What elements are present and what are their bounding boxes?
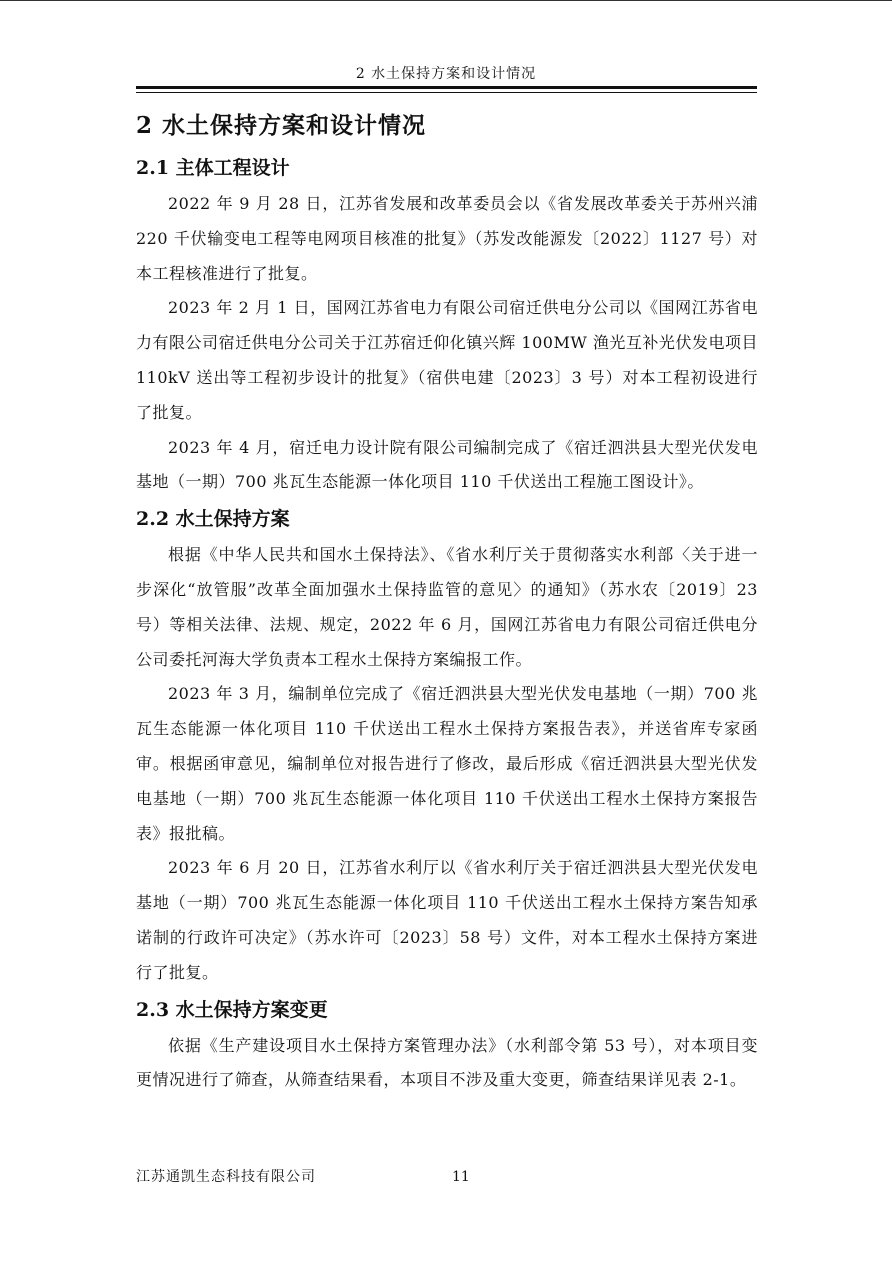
chapter-title: 2 水土保持方案和设计情况 bbox=[136, 112, 427, 139]
paragraph: 依据《生产建设项目水土保持方案管理办法》（水利部令第 53 号），对本项目变更情况进行了筛查，从筛查结果看，本项目不涉及重大变更，筛查结果详见表 2-1。 bbox=[136, 1035, 758, 1090]
page-content bbox=[136, 106, 758, 1098]
paragraph: 2023 年 6 月 20 日，江苏省水利厅以《省水利厅关于宿迁泗洪县大型光伏发电基地（一期）700 兆瓦生态能源一体化项目 110 千伏送出工程水土保持方案告知承诺制的行政许可决定》（苏水许可〔2023〕58 号）文件，对本工程水土保持方案进行了批复。 bbox=[136, 858, 758, 982]
paragraph: 2023 年 3 月，编制单位完成了《宿迁泗洪县大型光伏发电基地（一期）700 兆瓦生态能源一体化项目 110 千伏送出工程水土保持方案报告表》，并送省库专家函审。根据函审意见，编制单位对报告进行了修改，最后形成《宿迁泗洪县大型光伏发电基地（一期）700 兆瓦生态能源一体化项目 110 千伏送出工程水土保持方案报告表》报批稿。 bbox=[136, 684, 758, 843]
section-heading-2-2: 2.2 水土保持方案 bbox=[136, 508, 290, 531]
footer-company: 江苏通凯生态科技有限公司 bbox=[136, 1169, 316, 1185]
paragraph: 2023 年 2 月 1 日，国网江苏省电力有限公司宿迁供电分公司以《国网江苏省电力有限公司宿迁供电分公司关于江苏宿迁仰化镇兴辉 100MW 渔光互补光伏发电项目 110kV 送出等工程初步设计的批复》（宿供电建〔2023〕3 号）对本工程初设进行了批复。 bbox=[136, 298, 758, 422]
page-top-border bbox=[0, 0, 892, 1]
paragraph: 2022 年 9 月 28 日，江苏省发展和改革委员会以《省发展改革委关于苏州兴浦 220 千伏输变电工程等电网项目核准的批复》（苏发改能源发〔2022〕1127 号）对本工程核准进行了批复。 bbox=[136, 194, 758, 283]
section-heading-2-3: 2.3 水土保持方案变更 bbox=[136, 998, 328, 1021]
running-header: 2 水土保持方案和设计情况 bbox=[355, 66, 537, 82]
header-rule-thick bbox=[136, 86, 757, 89]
paragraph: 2023 年 4 月，宿迁电力设计院有限公司编制完成了《宿迁泗洪县大型光伏发电基地（一期）700 兆瓦生态能源一体化项目 110 千伏送出工程施工图设计》。 bbox=[136, 437, 758, 492]
page-footer bbox=[136, 1166, 756, 1188]
paragraph: 根据《中华人民共和国水土保持法》、《省水利厅关于贯彻落实水利部〈关于进一步深化“放管服”改革全面加强水土保持监管的意见〉的通知》（苏水农〔2019〕23 号）等相关法律、法规、规定，2022 年 6 月，国网江苏省电力有限公司宿迁供电分公司委托河海大学负责本工程水土保持方案编报工作。 bbox=[136, 545, 758, 669]
header-rule-thin bbox=[136, 92, 757, 93]
section-heading-2-1: 2.1 主体工程设计 bbox=[136, 157, 290, 179]
page-number: 11 bbox=[452, 1169, 470, 1185]
